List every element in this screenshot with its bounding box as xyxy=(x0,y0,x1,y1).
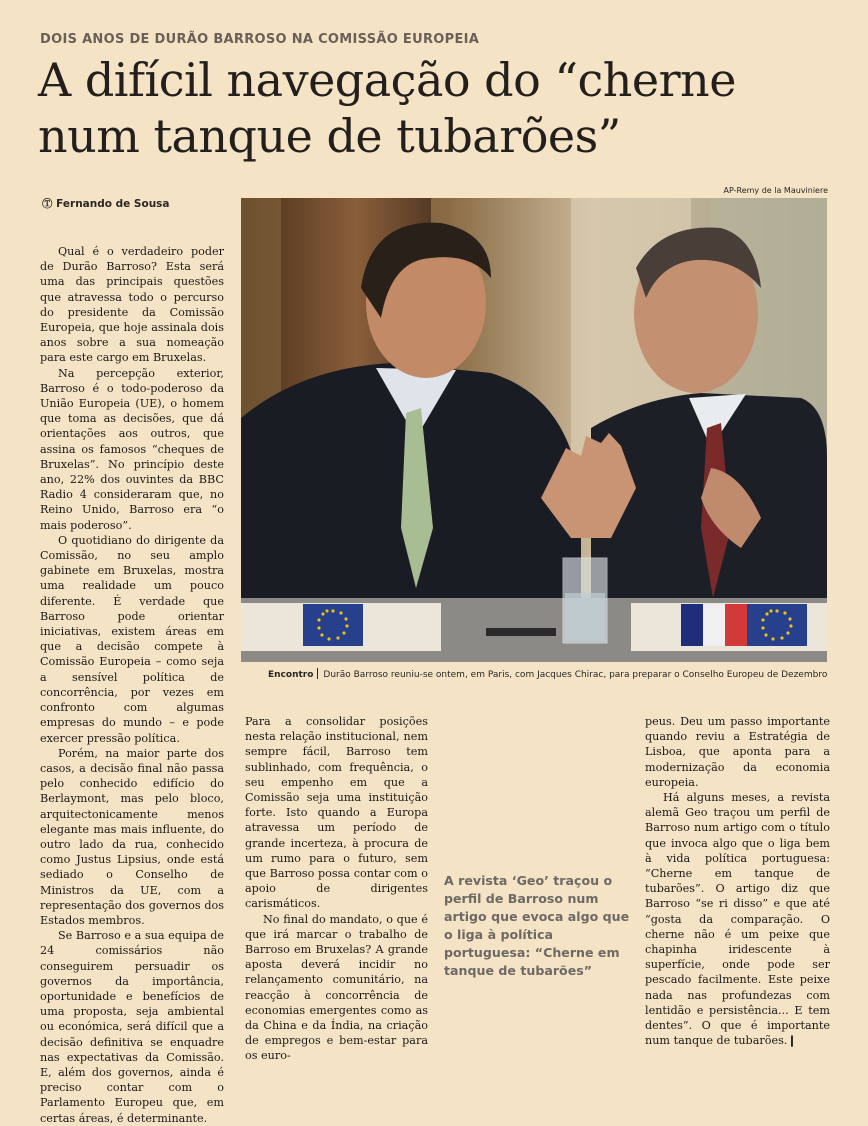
caption-text: Durão Barroso reuniu-se ontem, em Paris, com Jacques Chirac, para preparar o Conselho Europeu de Dezembro xyxy=(323,670,828,680)
paragraph: Se Barroso e a sua equipa de 24 comissários não conseguirem persuadir os governos da importância, oportunidade e benefícios de uma proposta, seja ambiental ou económica, será difícil que a decisão definitiva se enquadre nas expectativas da Comissão. E, além dos governos, ainda é preciso contar com o Parlamento Europeu que, em certas áreas, é determinante. xyxy=(40,929,224,1125)
headline-line-2: num tanque de tubarões” xyxy=(38,109,621,163)
photo-credit: AP-Remy de la Mauviniere xyxy=(723,186,828,195)
paragraph: No final do mandato, o que é que irá marcar o trabalho de Barroso em Bruxelas? A grande aposta deverá incidir no relançamento comunitário, na reacção à concorrência de economias emergentes como as da China e da Índia, na criação de empregos e bem-estar para os euro- xyxy=(245,912,428,1063)
kicker: DOIS ANOS DE DURÃO BARROSO NA COMISSÃO EUROPEIA xyxy=(40,32,480,47)
caption-separator xyxy=(317,668,318,679)
paragraph: Na percepção exterior, Barroso é o todo-poderoso da União Europeia (UE), o homem que toma as decisões, que dá orientações aos outros, que assina os famosos “cheques de Bruxelas”. No princípio deste ano, 22% dos ouvintes da BBC Radio 4 consideraram que, no Reino Unido, Barroso era “o mais poderoso”. xyxy=(40,366,224,532)
article-column-3 xyxy=(645,714,830,1048)
caption-label: Encontro xyxy=(268,670,314,680)
pull-quote: A revista ‘Geo’ traçou o perfil de Barroso num artigo que evoca algo que o liga à política portuguesa: “Cherne em tanque de tubarões” xyxy=(444,873,630,978)
byline: Ⓣ Fernando de Sousa xyxy=(42,198,170,210)
paragraph xyxy=(645,790,830,1048)
paragraph: Qual é o verdadeiro poder de Durão Barroso? Esta será uma das principais questões que atravessa todo o percurso do presidente da Comissão Europeia, que hoje assinala dois anos sobre a sua nomeação para este cargo em Bruxelas. xyxy=(40,245,224,365)
headline xyxy=(38,52,838,164)
paragraph-text: Há alguns meses, a revista alemã Geo traçou um perfil de Barroso num artigo com o título que invoca algo que o liga bem à vida política portuguesa: “Cherne em tanque de tubarões”. O artigo diz que Barroso “se ri disso” e que até “gosta da comparação. O cherne não é um peixe que chapinha iridescente à superfície, onde pode ser pescado facilmente. Este peixe nada nas profundezas com lentidão e persistência... E tem dentes”. O que é importante num tanque de tubarões. xyxy=(645,791,830,1048)
photo-caption xyxy=(268,668,838,680)
paragraph: Porém, na maior parte dos casos, a decisão final não passa pelo conhecido edifício do Berlaymont, mas pelo bloco, arquitectonicamente menos elegante mas mais influente, do outro lado da rua, conhecido como Justus Lipsius, onde está sediado o Conselho de Ministros da UE, com a representação dos governos dos Estados membros. xyxy=(40,746,224,927)
paragraph: peus. Deu um passo importante quando reviu a Estratégia de Lisboa, que aponta para a modernização da economia europeia. xyxy=(645,715,830,789)
paragraph: Para a consolidar posições nesta relação institucional, nem sempre fácil, Barroso tem sublinhado, com frequência, o seu empenho em que a Comissão seja uma instituição forte. Isto quando a Europa atravessa um período de grande incerteza, à procura de um rumo para o futuro, sem que Barroso possa contar com o apoio de dirigentes carismáticos. xyxy=(245,715,428,911)
headline-line-1: A difícil navegação do “cherne xyxy=(38,53,736,107)
article-column-2 xyxy=(245,714,428,1064)
paragraph: O quotidiano do dirigente da Comissão, no seu amplo gabinete em Bruxelas, mostra uma realidade um pouco diferente. É verdade que Barroso pode orientar iniciativas, existem áreas em que a decisão compete à Comissão Europeia – como seja a sensível política de concorrência, por vezes em confronto com algumas empresas do mundo – e pode exercer pressão política. xyxy=(40,533,224,745)
end-mark: ❙ xyxy=(787,1034,797,1048)
news-photo xyxy=(241,198,827,662)
article-column-1 xyxy=(40,244,224,1126)
